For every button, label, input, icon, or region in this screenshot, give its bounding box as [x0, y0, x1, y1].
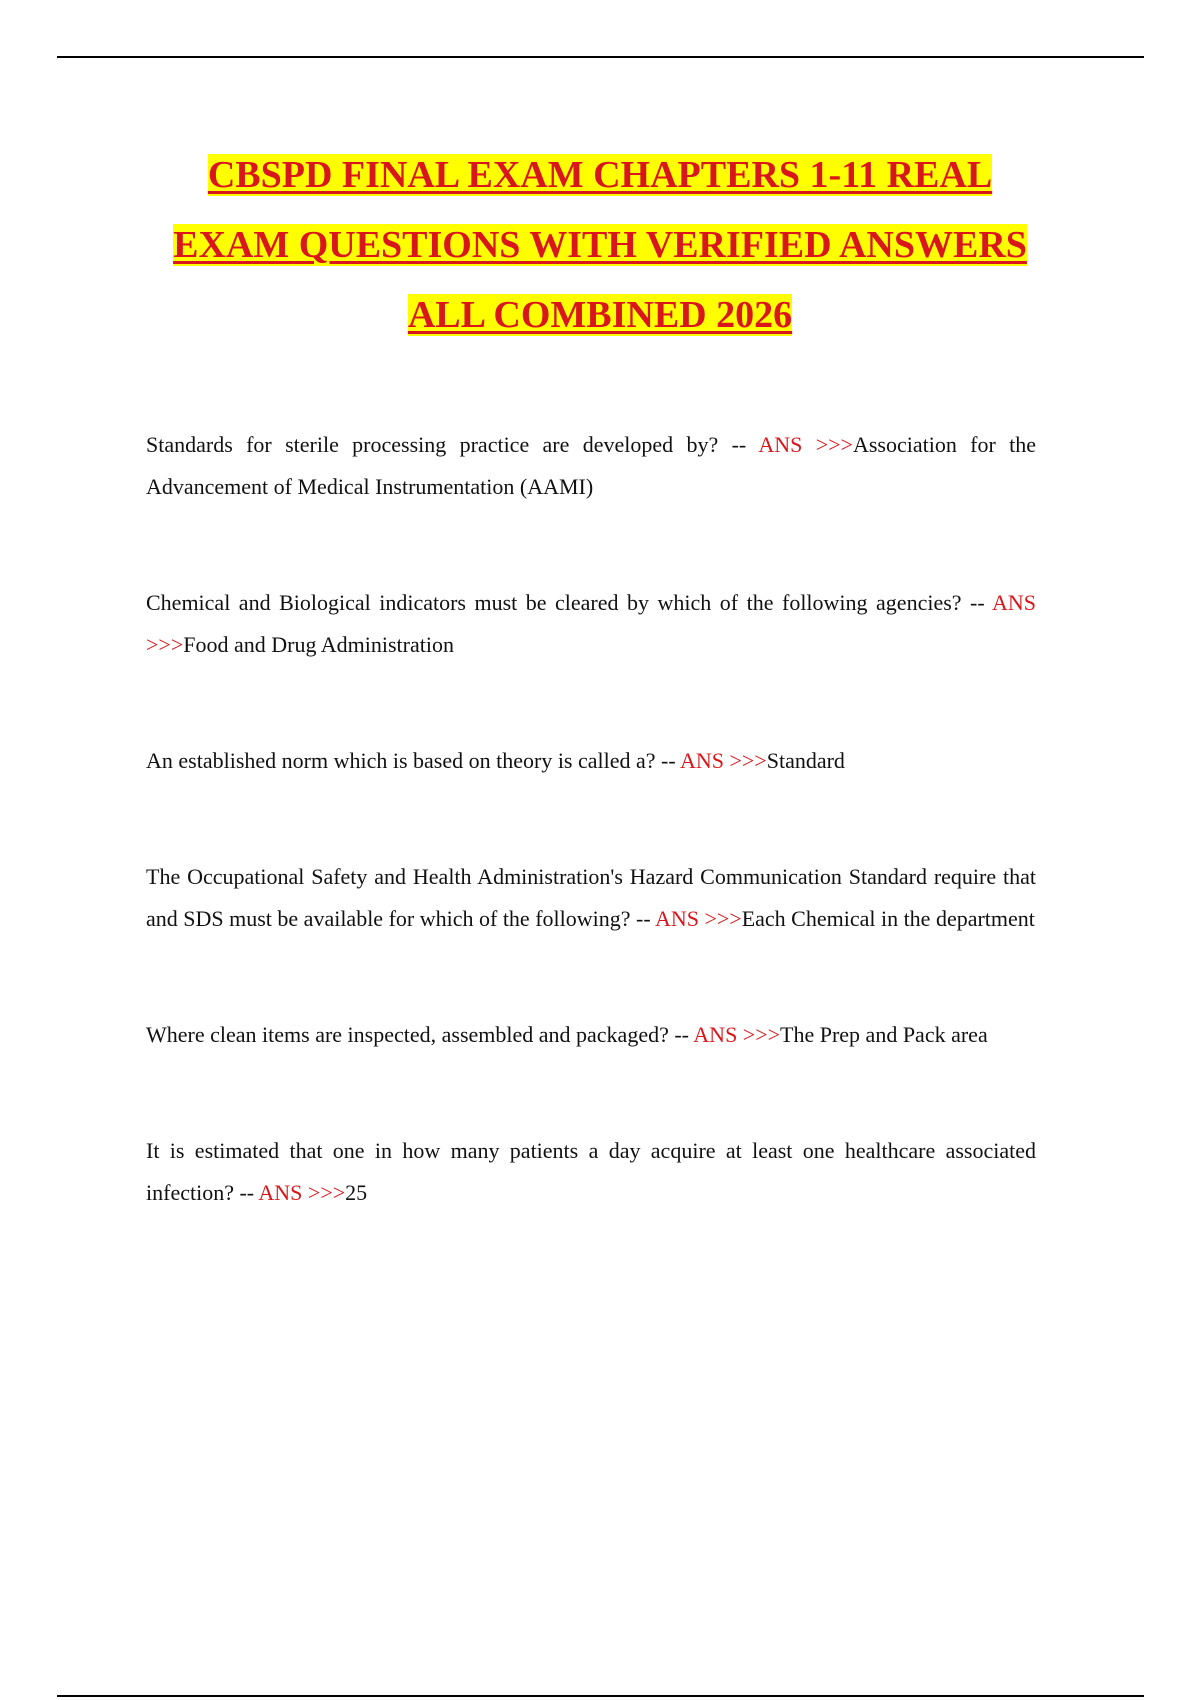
answer-marker: ANS >>> [146, 590, 1036, 657]
answer-text: 25 [345, 1180, 368, 1205]
answer-marker: ANS >>> [258, 1180, 346, 1205]
question-text: An established norm which is based on theory is called a? -- [146, 748, 680, 773]
title-line-1: CBSPD FINAL EXAM CHAPTERS 1-11 REAL [207, 154, 993, 196]
answer-text: Association for the Advancement of Medical Instrumentation (AAMI) [146, 432, 1037, 499]
question-text: Standards for sterile processing practice are developed by? -- [146, 432, 759, 457]
question-text: Where clean items are inspected, assembled and packaged? -- [146, 1022, 694, 1047]
title-line-2: EXAM QUESTIONS WITH VERIFIED ANSWERS [173, 224, 1027, 266]
qa-item-5 [146, 1014, 1036, 1056]
question-text: The Occupational Safety and Health Administration's Hazard Communication Standard require that and SDS must be available for which of the following? -- [146, 864, 1036, 931]
qa-item-3 [146, 740, 1036, 782]
answer-marker: ANS >>> [654, 906, 742, 931]
answer-marker: ANS >>> [679, 748, 767, 773]
qa-item-4 [146, 856, 1036, 940]
qa-item-6 [146, 1130, 1036, 1214]
title-line-3: ALL COMBINED 2026 [407, 294, 793, 336]
bottom-rule [57, 1695, 1144, 1697]
top-rule [57, 56, 1144, 58]
answer-text: Standard [766, 748, 845, 773]
answer-text: Food and Drug Administration [183, 632, 454, 657]
answer-marker: ANS >>> [693, 1022, 781, 1047]
question-text: Chemical and Biological indicators must be cleared by which of the following agencies? -- [146, 590, 992, 615]
question-text: It is estimated that one in how many patients a day acquire at least one healthcare associated infection? -- [146, 1138, 1036, 1205]
qa-item-1 [146, 424, 1036, 508]
answer-marker: ANS >>> [758, 432, 853, 457]
qa-item-2 [146, 582, 1036, 666]
qa-list [146, 424, 1036, 1214]
answer-text: The Prep and Pack area [780, 1022, 988, 1047]
document-title [100, 140, 1100, 350]
answer-text: Each Chemical in the department [741, 906, 1035, 931]
